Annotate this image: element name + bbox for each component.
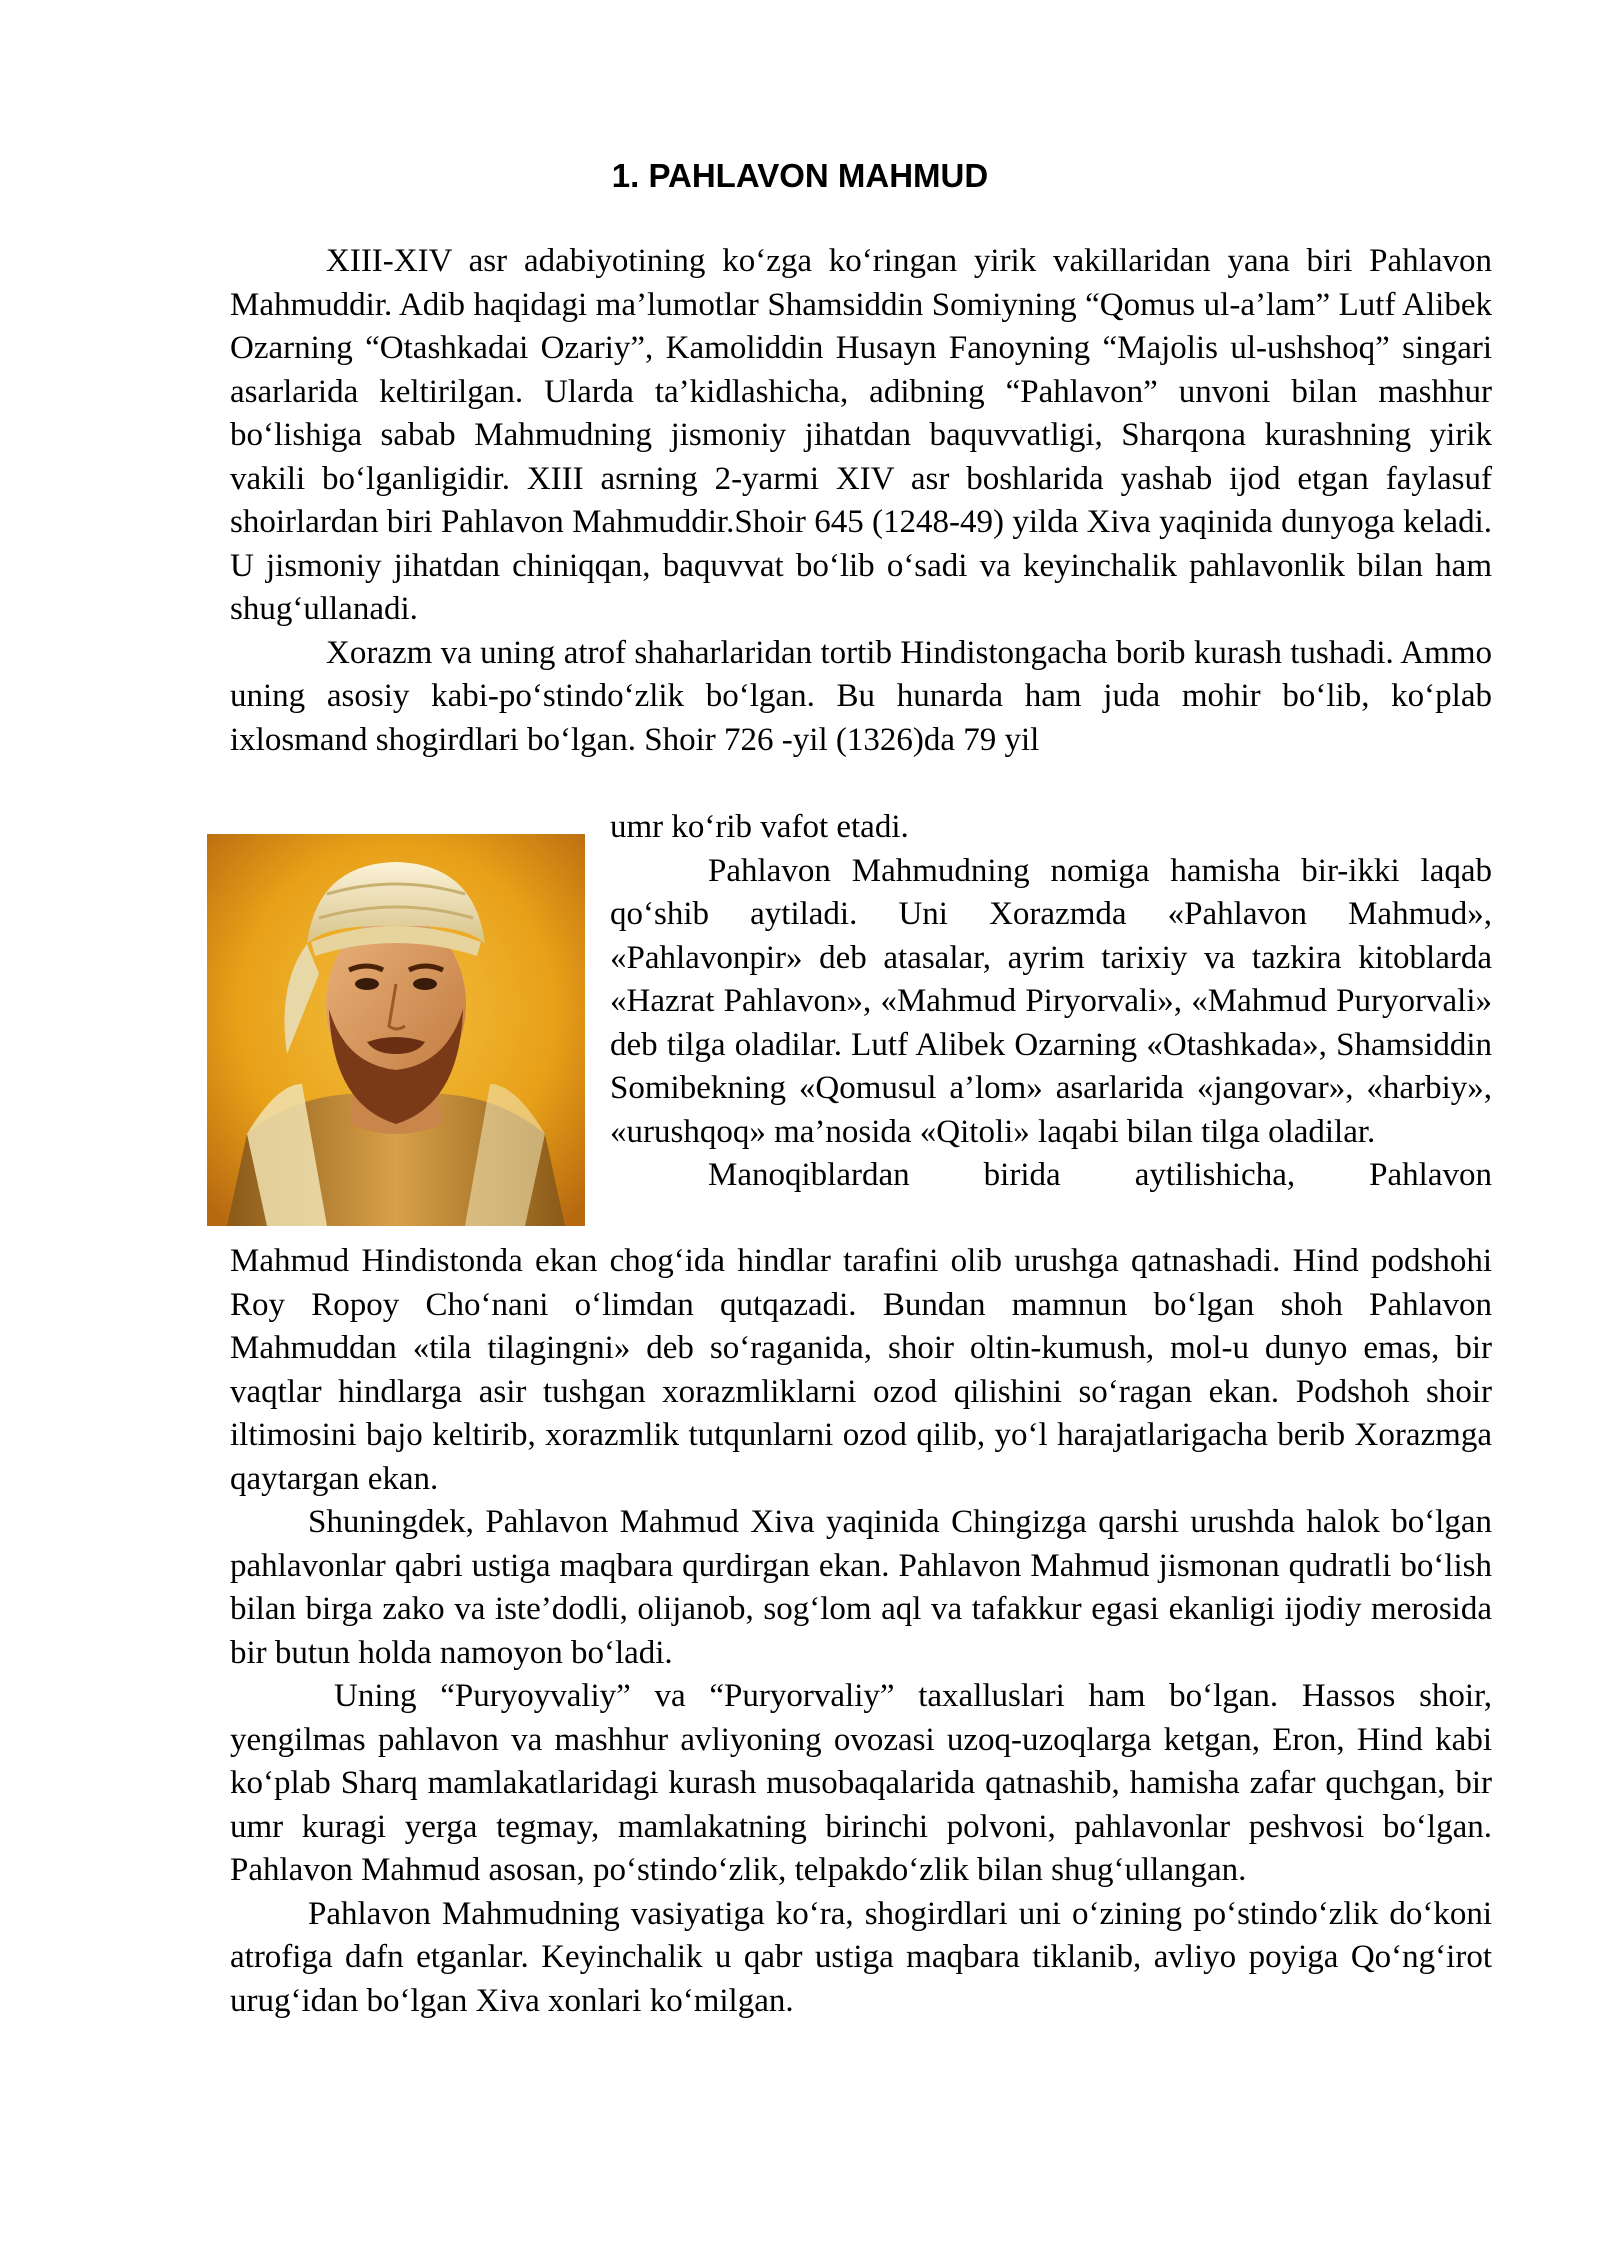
paragraph-5: Shuningdek, Pahlavon Mahmud Xiva yaqinida Chingizga qarshi urushda halok bo‘lgan pahlavonlar qabri ustiga maqbara qurdirgan ekan. Pahlavon Mahmud jismonan qudratli bo‘lish bilan birga zako va iste’dodli, olijanob, sog‘lom aql va tafakkur egasi ekanligi ijodiy merosida bir butun holda namoyon bo‘ladi. bbox=[230, 1504, 1492, 1671]
paragraph-7: Pahlavon Mahmudning vasiyatiga ko‘ra, shogirdlari uni o‘zining po‘stindo‘zlik do‘koni atrofiga dafn etganlar. Keyinchalik u qabr ustiga maqbara tiklanib, avliyo poyiga Qo‘ng‘irot urug‘idan bo‘lgan Xiva xonlari ko‘milgan. bbox=[230, 1895, 1492, 2019]
paragraph-1: XIII-XIV asr adabiyotining ko‘zga ko‘ringan yirik vakillaridan yana biri Pahlavon Mahmuddir. Adib haqidagi ma’lumotlar Shamsiddin Somiyning “Qomus ul-a’lam” Lutf Alibek Ozarning “Otashkadai Ozariy”, Kamoliddin Husayn Fanoyning “Majolis ul-ushshoq” singari asarlarida keltirilgan. Ularda ta’kidlashicha, adibning “Pahlavon” unvoni bilan mashhur bo‘lishiga sabab Mahmudning jismoniy jihatdan baquvvatligi, Sharqona kurashning yirik vakili bo‘lganligidir. XIII asrning 2-yarmi XIV asr boshlarida yashab ijod etgan faylasuf shoirlardan biri Pahlavon Mahmuddir.Shoir 645 (1248-49) yilda Xiva yaqinida dunyoga keladi. U jismoniy jihatdan chiniqqan, baquvvat bo‘lib o‘sadi va keyinchalik pahlavonlik bilan ham shug‘ullanadi. bbox=[230, 243, 1492, 627]
paragraph-6: Uning “Puryoyvaliy” va “Puryorvaliy” taxalluslari ham bo‘lgan. Hassos shoir, yengilmas pahlavon va mashhur avliyoning ovozasi uzoq-uzoqlarga ketgan, Eron, Hind kabi ko‘plab Sharq mamlakatlaridagi kurash musobaqalarida qatnashib, hamisha zafar quchgan, bir umr kuragi yerga tegmay, mamlakatning birinchi polvoni, pahlavonlar peshvosi bo‘lgan. Pahlavon Mahmud asosan, po‘stindo‘zlik, telpakdo‘zlik bilan shug‘ullangan. bbox=[230, 1678, 1492, 1888]
intro-block bbox=[230, 240, 1492, 762]
side-block bbox=[610, 806, 1492, 1198]
portrait-image bbox=[207, 834, 585, 1226]
paragraph-2: Xorazm va uning atrof shaharlaridan tortib Hindistongacha borib kurash tushadi. Ammo uning asosiy kabi-po‘stindo‘zlik bo‘lgan. Bu hunarda ham juda mohir bo‘lib, ko‘plab ixlosmand shogirdlari bo‘lgan. Shoir 726 -yil (1326)da 79 yil bbox=[230, 634, 1492, 758]
paragraph-4-start: Manoqiblardan birida aytilishicha, Pahlavon bbox=[708, 1157, 1492, 1193]
paragraph-2-end: umr ko‘rib vafot etadi. bbox=[610, 809, 909, 845]
main-block bbox=[230, 1240, 1492, 2023]
document-title: 1. PAHLAVON MAHMUD bbox=[611, 157, 989, 194]
paragraph-3: Pahlavon Mahmudning nomiga hamisha bir-ikki laqab qo‘shib aytiladi. Uni Xorazmda «Pahlavon Mahmud», «Pahlavonpir» deb atasalar, ayrim tarixiy va tazkira kitoblarda «Hazrat Pahlavon», «Mahmud Piryorvali», «Mahmud Puryorvali» deb tilga oladilar. Lutf Alibek Ozarning «Otashkada», Shamsiddin Somibekning «Qomusul a’lom» asarlarida «jangovar», «harbiy», «urushqoq» ma’nosida «Qitoli» laqabi bilan tilga oladilar. bbox=[610, 852, 1492, 1150]
paragraph-4-rest: Mahmud Hindistonda ekan chog‘ida hindlar tarafini olib urushga qatnashadi. Hind podshohi Roy Ropoy Cho‘nani o‘limdan qutqazadi. Bundan mamnun bo‘lgan shoh Pahlavon Mahmuddan «tila tilagingni» deb so‘raganida, shoir oltin-kumush, mol-u dunyo emas, bir vaqtlar hindlarga asir tushgan xorazmliklarni ozod qilishini so‘ragan ekan. Podshoh shoir iltimosini bajo keltirib, xorazmlik tutqunlarni ozod qilib, yo‘l harajatlarigacha berib Xorazmga qaytargan ekan. bbox=[230, 1243, 1492, 1497]
